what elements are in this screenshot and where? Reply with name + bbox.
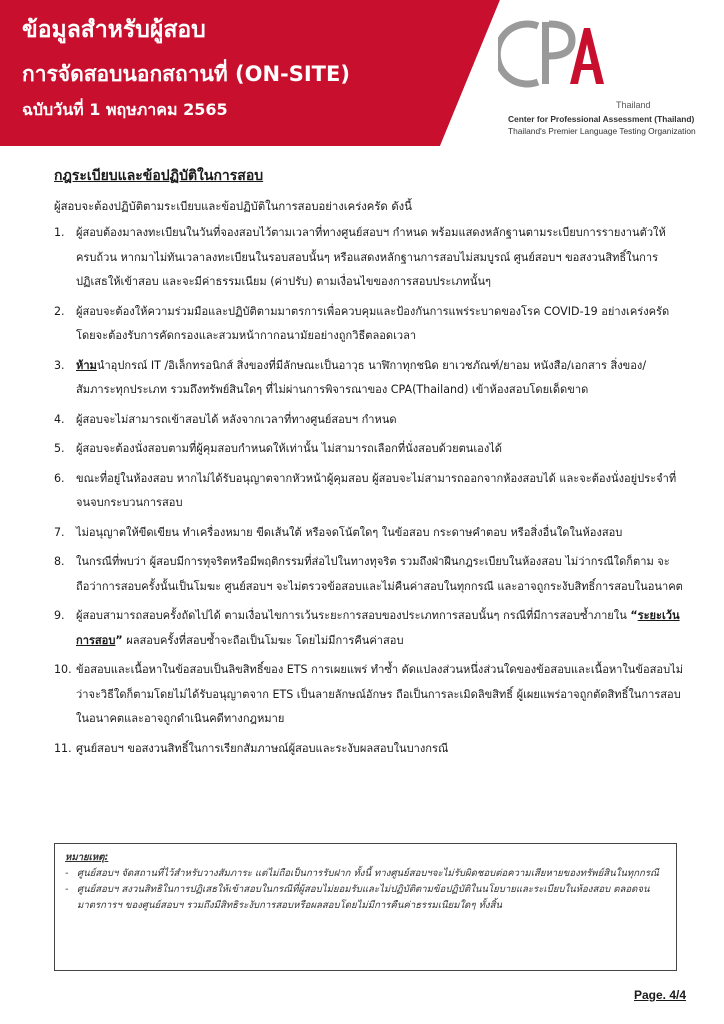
rule-item — [54, 658, 684, 732]
rule-item — [54, 354, 684, 403]
rule-text: ผู้สอบต้องมาลงทะเบียนในวันที่จองสอบไว้ตามเวลาที่ทางศูนย์สอบฯ กำหนด พร้อมแสดงหลักฐานตามระเบียบการรายงานตัวให้ครบถ้วน หากมาไม่ทันเวลาลงทะเบียนในรอบสอบนั้นๆ หรือแสดงหลักฐานการสอบไม่สมบูรณ์ ศูนย์สอบฯ ขอสงวนสิทธิ์ในการปฏิเสธให้เข้าสอบ และจะมีค่าธรรมเนียม (ค่าปรับ) ตามเงื่อนไขของการสอบประเภทนั้นๆ — [76, 226, 666, 288]
rule-number: 2. — [54, 304, 65, 318]
rule-text: ขณะที่อยู่ในห้องสอบ หากไม่ได้รับอนุญาตจากหัวหน้าผู้คุมสอบ ผู้สอบจะไม่สามารถออกจากห้องสอบได้ และจะต้องนั่งอยู่ประจำที่จนจบกระบวนการสอบ — [76, 471, 677, 509]
rule-number: 8. — [54, 555, 65, 568]
rule-text: ศูนย์สอบฯ ขอสงวนสิทธิ์ในการเรียกสัมภาษณ์ผู้สอบและระงับผลสอบในบางกรณี — [76, 741, 449, 755]
rule-prohibit-lead: ห้าม — [76, 358, 97, 372]
cpa-logo — [498, 18, 698, 138]
header-edition: ฉบับวันที่ 1 พฤษภาคม 2565 — [22, 100, 228, 119]
rule-item — [54, 550, 684, 599]
rule-item — [54, 521, 684, 546]
rule-text-tail: ผลสอบครั้งที่สอบซ้ำจะถือเป็นโมฆะ โดยไม่มีการคืนค่าสอบ — [122, 633, 404, 647]
rule-number: 4. — [54, 412, 65, 426]
rule-item — [54, 221, 684, 295]
page-number: Page. 4/4 — [634, 988, 687, 1002]
rules-section — [54, 165, 684, 766]
rule-number: 7. — [54, 525, 65, 539]
remarks-title: หมายเหตุ: — [65, 852, 109, 863]
logo-subtext: Thailand — [616, 100, 651, 110]
rule-number: 9. — [54, 609, 65, 622]
section-intro: ผู้สอบจะต้องปฏิบัติตามระเบียบและข้อปฏิบัติในการสอบอย่างเคร่งครัด ดังนี้ — [54, 200, 412, 213]
rule-item — [54, 437, 684, 462]
bullet-dash: - — [65, 884, 69, 895]
rule-item — [54, 408, 684, 433]
remarks-item — [65, 866, 666, 882]
rule-number: 6. — [54, 471, 65, 485]
header-title-line2: การจัดสอบนอกสถานที่ (ON-SITE) — [22, 62, 350, 86]
rule-text: ผู้สอบจะไม่สามารถเข้าสอบได้ หลังจากเวลาที่ทางศูนย์สอบฯ กำหนด — [76, 412, 397, 426]
rule-text: ผู้สอบจะต้องให้ความร่วมมือและปฏิบัติตามมาตรการเพื่อควบคุมและป้องกันการแพร่ระบาดของโรค COVID-19 อย่างเคร่งครัด โดยจะต้องรับการคัดกรองและสวมหน้ากากอนามัยอย่างถูกวิธีตลอดเวลา — [76, 304, 670, 342]
cpa-logo-mark — [498, 18, 608, 90]
rules-list — [54, 221, 684, 761]
rule-text: ผู้สอบจะต้องนั่งสอบตามที่ผู้คุมสอบกำหนดให้เท่านั้น ไม่สามารถเลือกที่นั่งสอบด้วยตนเองได้ — [76, 442, 503, 455]
rule-item — [54, 467, 684, 516]
rule-quoted-term: ระยะเว้นการสอบ — [76, 609, 680, 647]
header-title-line1: ข้อมูลสำหรับผู้สอบ — [22, 17, 206, 43]
rule-number: 5. — [54, 442, 65, 455]
header-banner — [0, 0, 724, 146]
logo-tagline: Thailand's Premier Language Testing Organization — [508, 126, 696, 136]
rule-item: 9. ผู้สอบสามารถสอบครั้งถัดไปได้ ตามเงื่อนไขการเว้นระยะการสอบของประเภทการสอบนั้นๆ กรณีที่มีการสอบซ้ำภายใน “ระยะเว้นการสอบ” ผลสอบครั้งที่สอบซ้ำจะถือเป็นโมฆะ โดยไม่มีการคืนค่าสอบ — [54, 604, 684, 653]
logo-org-name: Center for Professional Assessment (Thailand) — [508, 114, 695, 124]
rule-text: นำอุปกรณ์ IT /อิเล็กทรอนิกส์ สิ่งของที่มีลักษณะเป็นอาวุธ นาฬิกาทุกชนิด ยาเวชภัณฑ์/ยาอม หนังสือ/เอกสาร สิ่งของ/สัมภาระทุกประเภท รวมถึงทรัพย์สินใดๆ ที่ไม่ผ่านการพิจารณาของ CPA(Thailand) เข้าห้องสอบโดยเด็ดขาด — [76, 358, 647, 396]
remarks-item — [65, 882, 666, 914]
rule-text: ผู้สอบสามารถสอบครั้งถัดไปได้ ตามเงื่อนไขการเว้นระยะการสอบของประเภทการสอบนั้นๆ กรณีที่มีการสอบซ้ำภายใน — [76, 609, 627, 622]
rule-item — [54, 737, 684, 762]
rule-item — [54, 300, 684, 349]
bullet-dash: - — [65, 868, 69, 879]
rule-number: 1. — [54, 226, 65, 239]
rule-text: ข้อสอบและเนื้อหาในข้อสอบเป็นลิขสิทธิ์ของ ETS การเผยแพร่ ทำซ้ำ ดัดแปลงส่วนหนึ่งส่วนใดของข้อสอบและเนื้อหาในข้อสอบไม่ว่าจะวิธีใดก็ตามโดยไม่ได้รับอนุญาตจาก ETS เป็นลายลักษณ์อักษร ถือเป็นการละเมิดลิขสิทธิ์ ผู้เผยแพร่อาจถูกตัดสิทธิ์ในการสอบในอนาคตและอาจถูกดำเนินคดีทางกฎหมาย — [76, 663, 684, 725]
remarks-box — [54, 843, 677, 971]
rule-number: 11. — [54, 741, 72, 755]
rule-text: ไม่อนุญาตให้ขีดเขียน ทำเครื่องหมาย ขีดเส้นใต้ หรือจดโน้ตใดๆ ในข้อสอบ กระดาษคำตอบ หรือสิ่งอื่นใดในห้องสอบ — [76, 525, 623, 539]
remarks-text: ศูนย์สอบฯ จัดสถานที่ไว้สำหรับวางสัมภาระ แต่ไม่ถือเป็นการรับฝาก ทั้งนี้ ทางศูนย์สอบฯจะไม่รับผิดชอบต่อความเสียหายของทรัพย์สินในทุกกรณี — [77, 868, 659, 879]
section-title: กฎระเบียบและข้อปฏิบัติในการสอบ — [54, 168, 264, 184]
remarks-text: ศูนย์สอบฯ สงวนสิทธิในการปฏิเสธให้เข้าสอบในกรณีที่ผู้สอบไม่ยอมรับและไม่ปฏิบัติตามข้อปฏิบัติในนโยบายและระเบียบในห้องสอบ ตลอดจนมาตรการฯ ของศูนย์สอบฯ รวมถึงมีสิทธิระงับการสอบหรือผลสอบโดยไม่มีการคืนค่าธรรมเนียมใดๆ ทั้งสิ้น — [77, 884, 650, 911]
rule-number: 10. — [54, 663, 72, 676]
rule-number: 3. — [54, 358, 65, 372]
rule-text: ในกรณีที่พบว่า ผู้สอบมีการทุจริตหรือมีพฤติกรรมที่ส่อไปในทางทุจริต รวมถึงฝ่าฝืนกฎระเบียบในห้องสอบ ไม่ว่ากรณีใดก็ตาม จะถือว่าการสอบครั้งนั้นเป็นโมฆะ ศูนย์สอบฯ จะไม่ตรวจข้อสอบและไม่คืนค่าสอบในทุกกรณี และอาจถูกระงับสิทธิ์การสอบในอนาคต — [76, 555, 683, 593]
